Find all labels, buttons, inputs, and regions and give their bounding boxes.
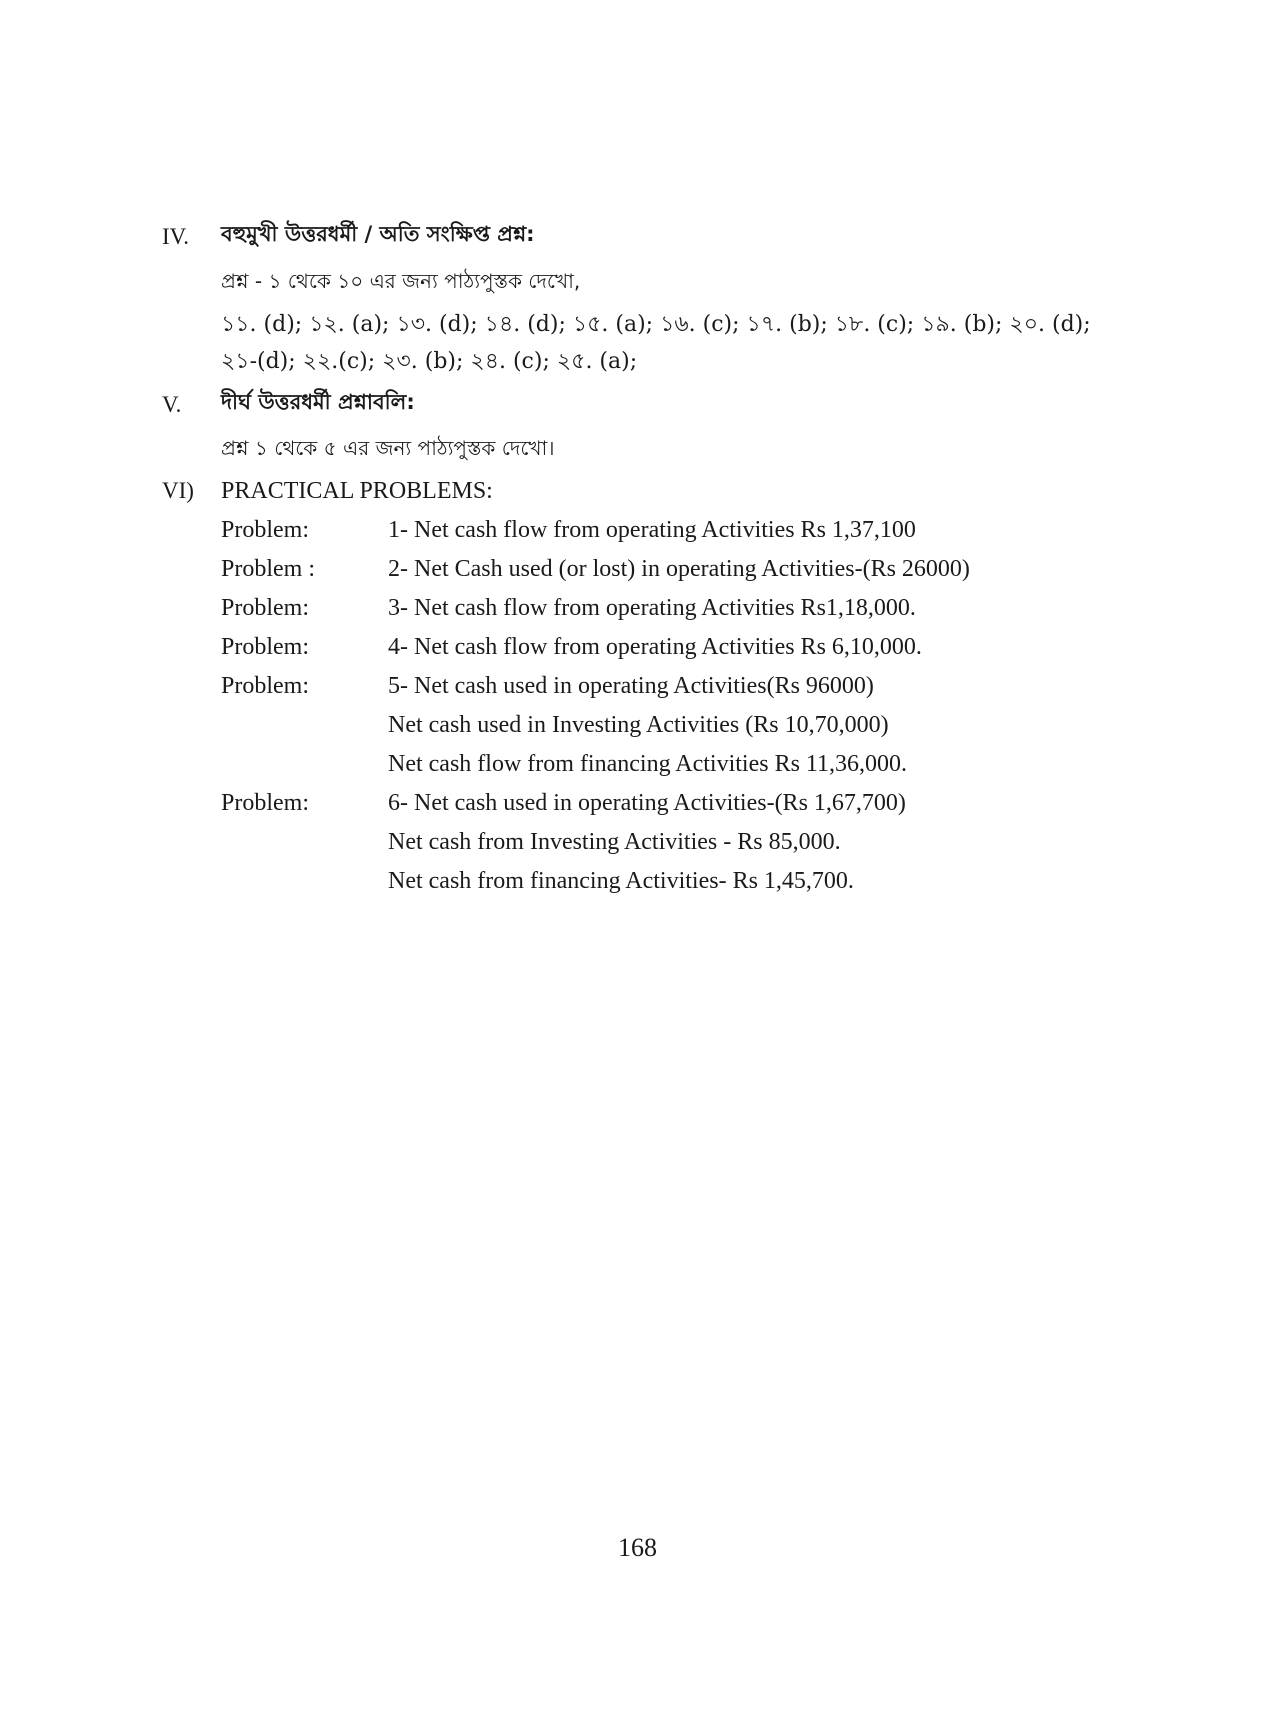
- problem-label: Problem :: [221, 556, 315, 582]
- section-heading-long-answer: দীর্ঘ উত্তরধর্মী প্রশ্নাবলি:: [221, 390, 415, 414]
- section-heading-mcq: বহুমুখী উত্তরধর্মী / অতি সংক্ষিপ্ত প্রশ্ন:: [221, 222, 535, 246]
- section-heading-practical-problems: PRACTICAL PROBLEMS:: [221, 478, 493, 504]
- problem-answer: Net cash used in Investing Activities (Rs 10,70,000): [388, 712, 889, 738]
- problem-answer: 6- Net cash used in operating Activities-(Rs 1,67,700): [388, 790, 906, 816]
- problem-label: Problem:: [221, 517, 309, 543]
- problem-label: Problem:: [221, 634, 309, 660]
- problem-label: Problem:: [221, 790, 309, 816]
- problem-answer: 5- Net cash used in operating Activities(Rs 96000): [388, 673, 874, 699]
- problem-answer: 2- Net Cash used (or lost) in operating Activities-(Rs 26000): [388, 556, 970, 582]
- problem-answer: 3- Net cash flow from operating Activities Rs1,18,000.: [388, 595, 916, 621]
- section-numeral-iv: IV.: [162, 224, 190, 249]
- answer-key-line: ১১. (d); ১২. (a); ১৩. (d); ১৪. (d); ১৫. (a); ১৬. (c); ১৭. (b); ১৮. (c); ১৯. (b); ২০. (d);: [221, 312, 1091, 337]
- page-number: 168: [618, 1533, 657, 1562]
- problem-answer: 4- Net cash flow from operating Activities Rs 6,10,000.: [388, 634, 922, 660]
- problem-answer: Net cash from financing Activities- Rs 1,45,700.: [388, 868, 854, 894]
- problem-answer: 1- Net cash flow from operating Activities Rs 1,37,100: [388, 517, 916, 543]
- section-numeral-v: V.: [162, 392, 182, 417]
- section-numeral-vi: VI): [162, 478, 194, 503]
- textbook-reference-line: প্রশ্ন - ১ থেকে ১০ এর জন্য পাঠ্যপুস্তক দেখো,: [221, 269, 581, 293]
- problem-answer: Net cash flow from financing Activities Rs 11,36,000.: [388, 751, 908, 777]
- problem-answer: Net cash from Investing Activities - Rs 85,000.: [388, 829, 841, 855]
- answer-key-line: ২১-(d); ২২.(c); ২৩. (b); ২৪. (c); ২৫. (a);: [221, 349, 638, 374]
- textbook-reference-line: প্রশ্ন ১ থেকে ৫ এর জন্য পাঠ্যপুস্তক দেখো।: [221, 436, 555, 460]
- problem-label: Problem:: [221, 673, 309, 699]
- problem-label: Problem:: [221, 595, 309, 621]
